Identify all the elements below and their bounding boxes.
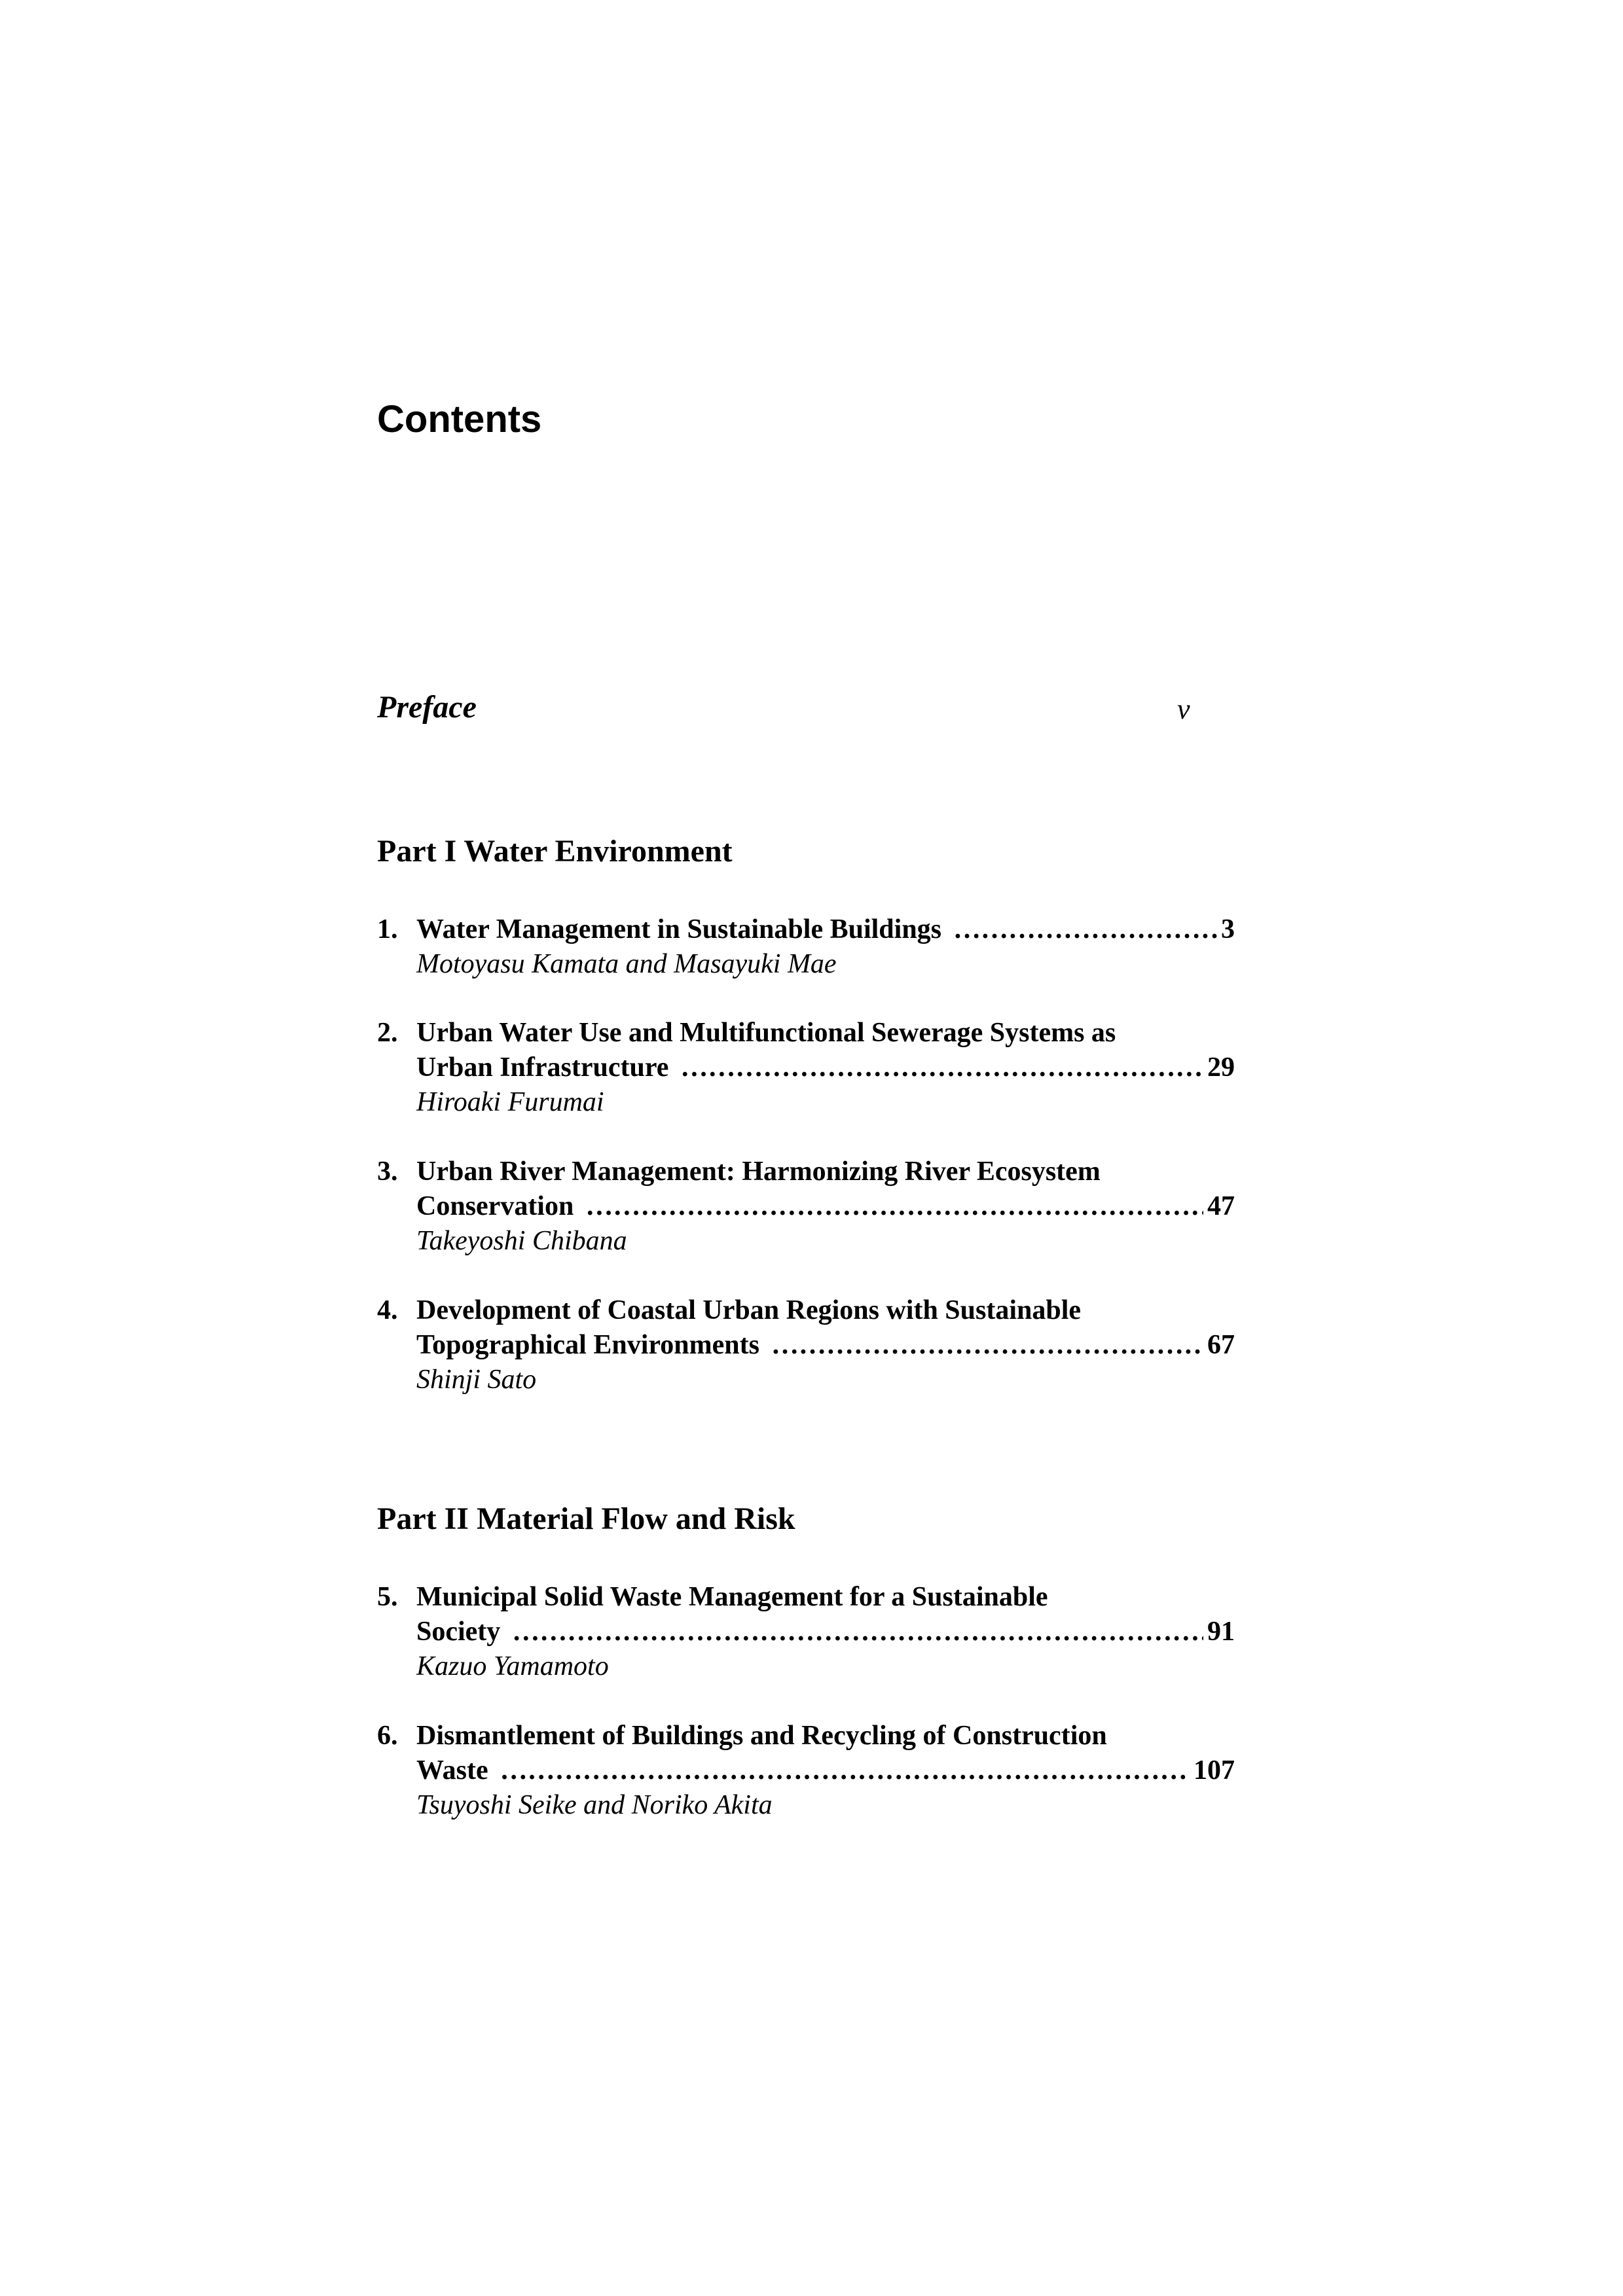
entry-number: 5.: [377, 1582, 398, 1612]
entry-number: 3.: [377, 1157, 398, 1187]
entry-number: 6.: [377, 1721, 398, 1751]
dot-leader: [680, 1050, 1203, 1085]
part-1-title: Part I Water Environment: [377, 834, 733, 869]
entry-title: Conservation: [416, 1191, 574, 1221]
entry-title-line: Development of Coastal Urban Regions with Sustainable: [416, 1295, 1082, 1325]
entry-title: Topographical Environments: [416, 1330, 759, 1360]
entry-title: Society: [416, 1617, 501, 1647]
entry-title-line: Urban River Management: Harmonizing River Ecosystem: [416, 1157, 1101, 1187]
page-title: Contents: [377, 398, 542, 440]
entry-page-number: 3: [1221, 914, 1235, 944]
entry-number: 2.: [377, 1018, 398, 1048]
dot-leader: [585, 1189, 1203, 1224]
entry-title: Urban Infrastructure: [416, 1052, 669, 1083]
dot-leader: [512, 1615, 1203, 1649]
entry-page-number: 91: [1207, 1617, 1235, 1647]
entry-number: 4.: [377, 1295, 398, 1325]
entry-author: Hiroaki Furumai: [416, 1087, 604, 1117]
entry-author: Kazuo Yamamoto: [416, 1651, 609, 1681]
entry-title-line: Dismantlement of Buildings and Recycling of Construction: [416, 1721, 1107, 1751]
entry-author: Takeyoshi Chibana: [416, 1226, 627, 1256]
entry-title: Waste: [416, 1755, 488, 1785]
entry-title-line: Urban Water Use and Multifunctional Sewerage Systems as: [416, 1018, 1116, 1048]
dot-leader: [771, 1328, 1203, 1363]
entry-author: Motoyasu Kamata and Masayuki Mae: [416, 949, 837, 979]
part-2-title: Part II Material Flow and Risk: [377, 1501, 795, 1536]
dot-leader: [953, 912, 1217, 947]
entry-author: Tsuyoshi Seike and Noriko Akita: [416, 1790, 773, 1820]
dot-leader: [500, 1753, 1190, 1788]
preface-page-number: v: [1177, 693, 1190, 725]
entry-page-number: 29: [1207, 1052, 1235, 1083]
entry-page-number: 47: [1207, 1191, 1235, 1221]
entry-title-line: Municipal Solid Waste Management for a Sustainable: [416, 1582, 1048, 1612]
preface-label: Preface: [377, 690, 477, 725]
entry-number: 1.: [377, 914, 398, 944]
entry-author: Shinji Sato: [416, 1365, 537, 1395]
entry-title: Water Management in Sustainable Buildings: [416, 914, 942, 944]
entry-page-number: 107: [1194, 1755, 1235, 1785]
preface-entry[interactable]: [377, 689, 1231, 730]
entry-page-number: 67: [1207, 1330, 1235, 1360]
